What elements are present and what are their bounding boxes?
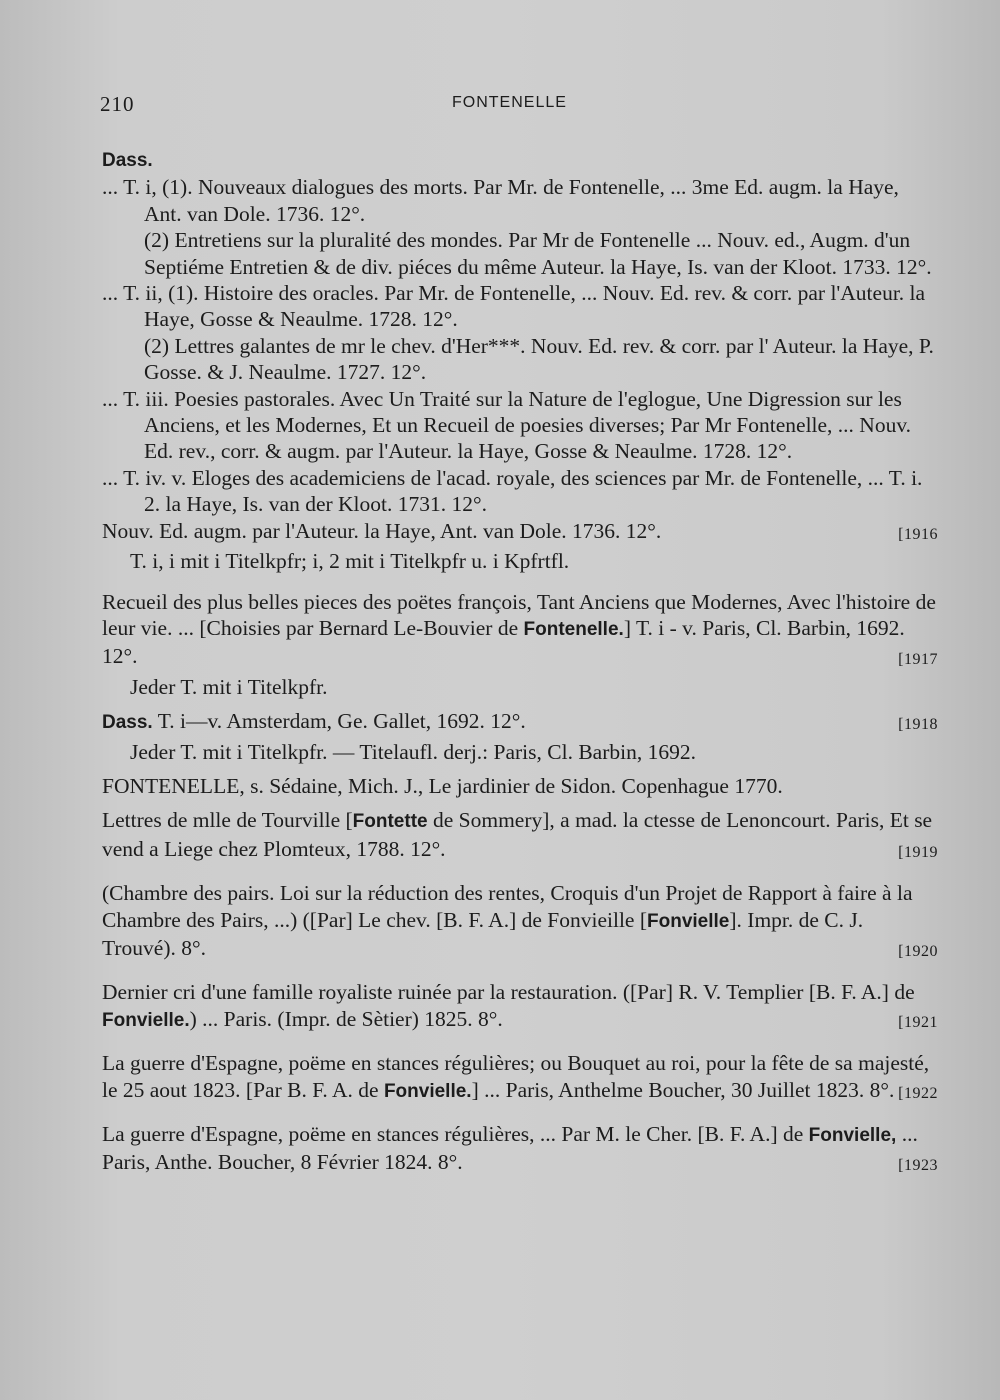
spacer	[102, 765, 938, 773]
spacer	[102, 965, 938, 979]
entry-number: [1919	[898, 843, 938, 861]
entry-number: [1920	[898, 942, 938, 960]
entry-t4: ... T. iv. v. Eloges des academiciens de l'acad. royale, des sciences par Mr. de Fontenelle, ... T. i. 2. la Haye, Is. van der Kloot. 1731. 12°.	[102, 465, 923, 517]
entry-number: [1917	[898, 651, 938, 669]
entry-number: [1923	[898, 1157, 938, 1175]
entry-text: Dernier cri d'une famille royaliste ruinée par la restauration. ([Par] R. V. Templier [B. F. A.] de	[102, 980, 915, 1005]
entry-nouv-ed	[102, 518, 938, 544]
entry-t2-part1: ... T. ii, (1). Histoire des oracles. Par Mr. de Fontenelle, ... Nouv. Ed. rev. & corr. par l'Auteur. la Haye, Gosse & Neaulme. 1728. 12°.	[102, 281, 926, 332]
entry-text: ] ... Paris, Anthelme Boucher, 30 Juillet 1823. 8°.	[471, 1077, 895, 1102]
entry-text: (Chambre des pairs. Loi sur la réduction des rentes, Croquis d'un Projet de Rapport à faire à la Chambre des Pairs, ...) ([Par] Le chev. [B. F. A.] de Fonvieille [	[102, 881, 913, 932]
author-name: Fonvielle	[647, 910, 730, 932]
author-name: Fonvielle,	[808, 1125, 897, 1146]
entry-text: Recueil des plus belles pieces des poëtes françois, Tant Anciens que Modernes, Avec l'histoire de leur vie. ... [Choisies par Bernard Le-Bouvier de	[102, 589, 936, 640]
entry-note: Jeder T. mit i Titelkpfr. — Titelaufl. derj.: Paris, Cl. Barbin, 1692.	[130, 739, 696, 764]
entry-text: La guerre d'Espagne, poëme en stances régulières, ... Par M. le Cher. [B. F. A.] de	[102, 1122, 804, 1146]
entry-dass2	[102, 708, 938, 736]
author-name: Fontette	[352, 811, 428, 833]
spacer	[102, 1107, 938, 1121]
entry-text: ) ... Paris. (Impr. de Sètier) 1825. 8°.	[189, 1006, 503, 1031]
entry-t2-part2: (2) Lettres galantes de mr le chev. d'Her***. Nouv. Ed. rev. & corr. par l' Auteur. la Haye, P. Gosse. & J. Neaulme. 1727. 12°.	[144, 333, 934, 385]
entry-t1-part2: (2) Entretiens sur la pluralité des mondes. Par Mr de Fontenelle ... Nouv. ed., Augm. d'un Septiéme Entretien & de div. piéces du même Auteur. la Haye, Is. van der Kloot. 1733. 12°.	[144, 228, 932, 279]
entry-t1-part1: ... T. i, (1). Nouveaux dialogues des morts. Par Mr. de Fontenelle, ... 3me Ed. augm. la Haye, Ant. van Dole. 1736. 12°.	[102, 175, 899, 226]
spacer	[102, 799, 938, 807]
entry-text: ... Paris, Anthe. Boucher, 8 Février 1824. 8°.	[102, 1122, 918, 1175]
author-name: Fonvielle.	[102, 1009, 190, 1031]
entry-text: Lettres de mlle de Tourville [	[102, 808, 353, 833]
entry-chambre	[102, 880, 938, 961]
spacer	[102, 575, 938, 589]
running-head: FONTENELLE	[452, 94, 567, 111]
entry-text: de Sommery], a mad. la ctesse de Lenoncourt. Paris, Et se vend a Liege chez Plomteux, 1788. 12°.	[102, 808, 933, 861]
entry-note: T. i, i mit i Titelkpfr; i, 2 mit i Titelkpfr u. i Kpfrtfl.	[130, 549, 570, 574]
entry-text: ]. Impr. de C. J. Trouvé). 8°.	[102, 907, 864, 960]
entry-dernier	[102, 979, 938, 1034]
entry-fontenelle-ref: FONTENELLE, s. Sédaine, Mich. J., Le jardinier de Sidon. Copenhague 1770.	[102, 773, 783, 798]
author-name: Fonvielle.	[383, 1080, 472, 1102]
entry-text: T. i—v. Amsterdam, Ge. Gallet, 1692. 12°.	[152, 709, 526, 734]
entry-text: La guerre d'Espagne, poëme en stances régulières; ou Bouquet au roi, pour la fête de sa majesté, le 25 aout 1823. [Par B. F. A. de	[102, 1051, 930, 1102]
entry-text: ] T. i - v. Paris, Cl. Barbin, 1692. 12°.	[102, 615, 905, 669]
entry-note: Jeder T. mit i Titelkpfr.	[130, 674, 328, 699]
dass-heading: Dass.	[102, 150, 153, 171]
author-name: Fontenelle.	[523, 618, 624, 640]
bibliography-body	[102, 148, 938, 1180]
entry-t3: ... T. iii. Poesies pastorales. Avec Un Traité sur la Nature de l'eglogue, Une Digression sur les Anciens, et les Modernes, Et un Recueil de poesies diverses; Par Mr Fontenelle, ... Nouv. Ed. rev., corr. & augm. par l'Auteur. la Haye, Gosse & Neaulme. 1728. 12°.	[102, 386, 912, 464]
entry-guerre-1824	[102, 1121, 938, 1176]
dass-label: Dass.	[102, 712, 153, 734]
spacer	[102, 866, 938, 880]
entry-text: Nouv. Ed. augm. par l'Auteur. la Haye, Ant. van Dole. 1736. 12°.	[102, 518, 662, 543]
spacer	[102, 700, 938, 708]
entry-number: [1916	[898, 525, 938, 543]
entry-number: [1918	[898, 716, 938, 734]
entry-lettres	[102, 807, 938, 862]
entry-number: [1922	[898, 1084, 938, 1102]
entry-number: [1921	[898, 1013, 938, 1031]
entry-guerre-1823	[102, 1050, 938, 1105]
spacer	[102, 1036, 938, 1050]
entry-recueil	[102, 589, 938, 670]
page-number: 210	[100, 92, 135, 116]
